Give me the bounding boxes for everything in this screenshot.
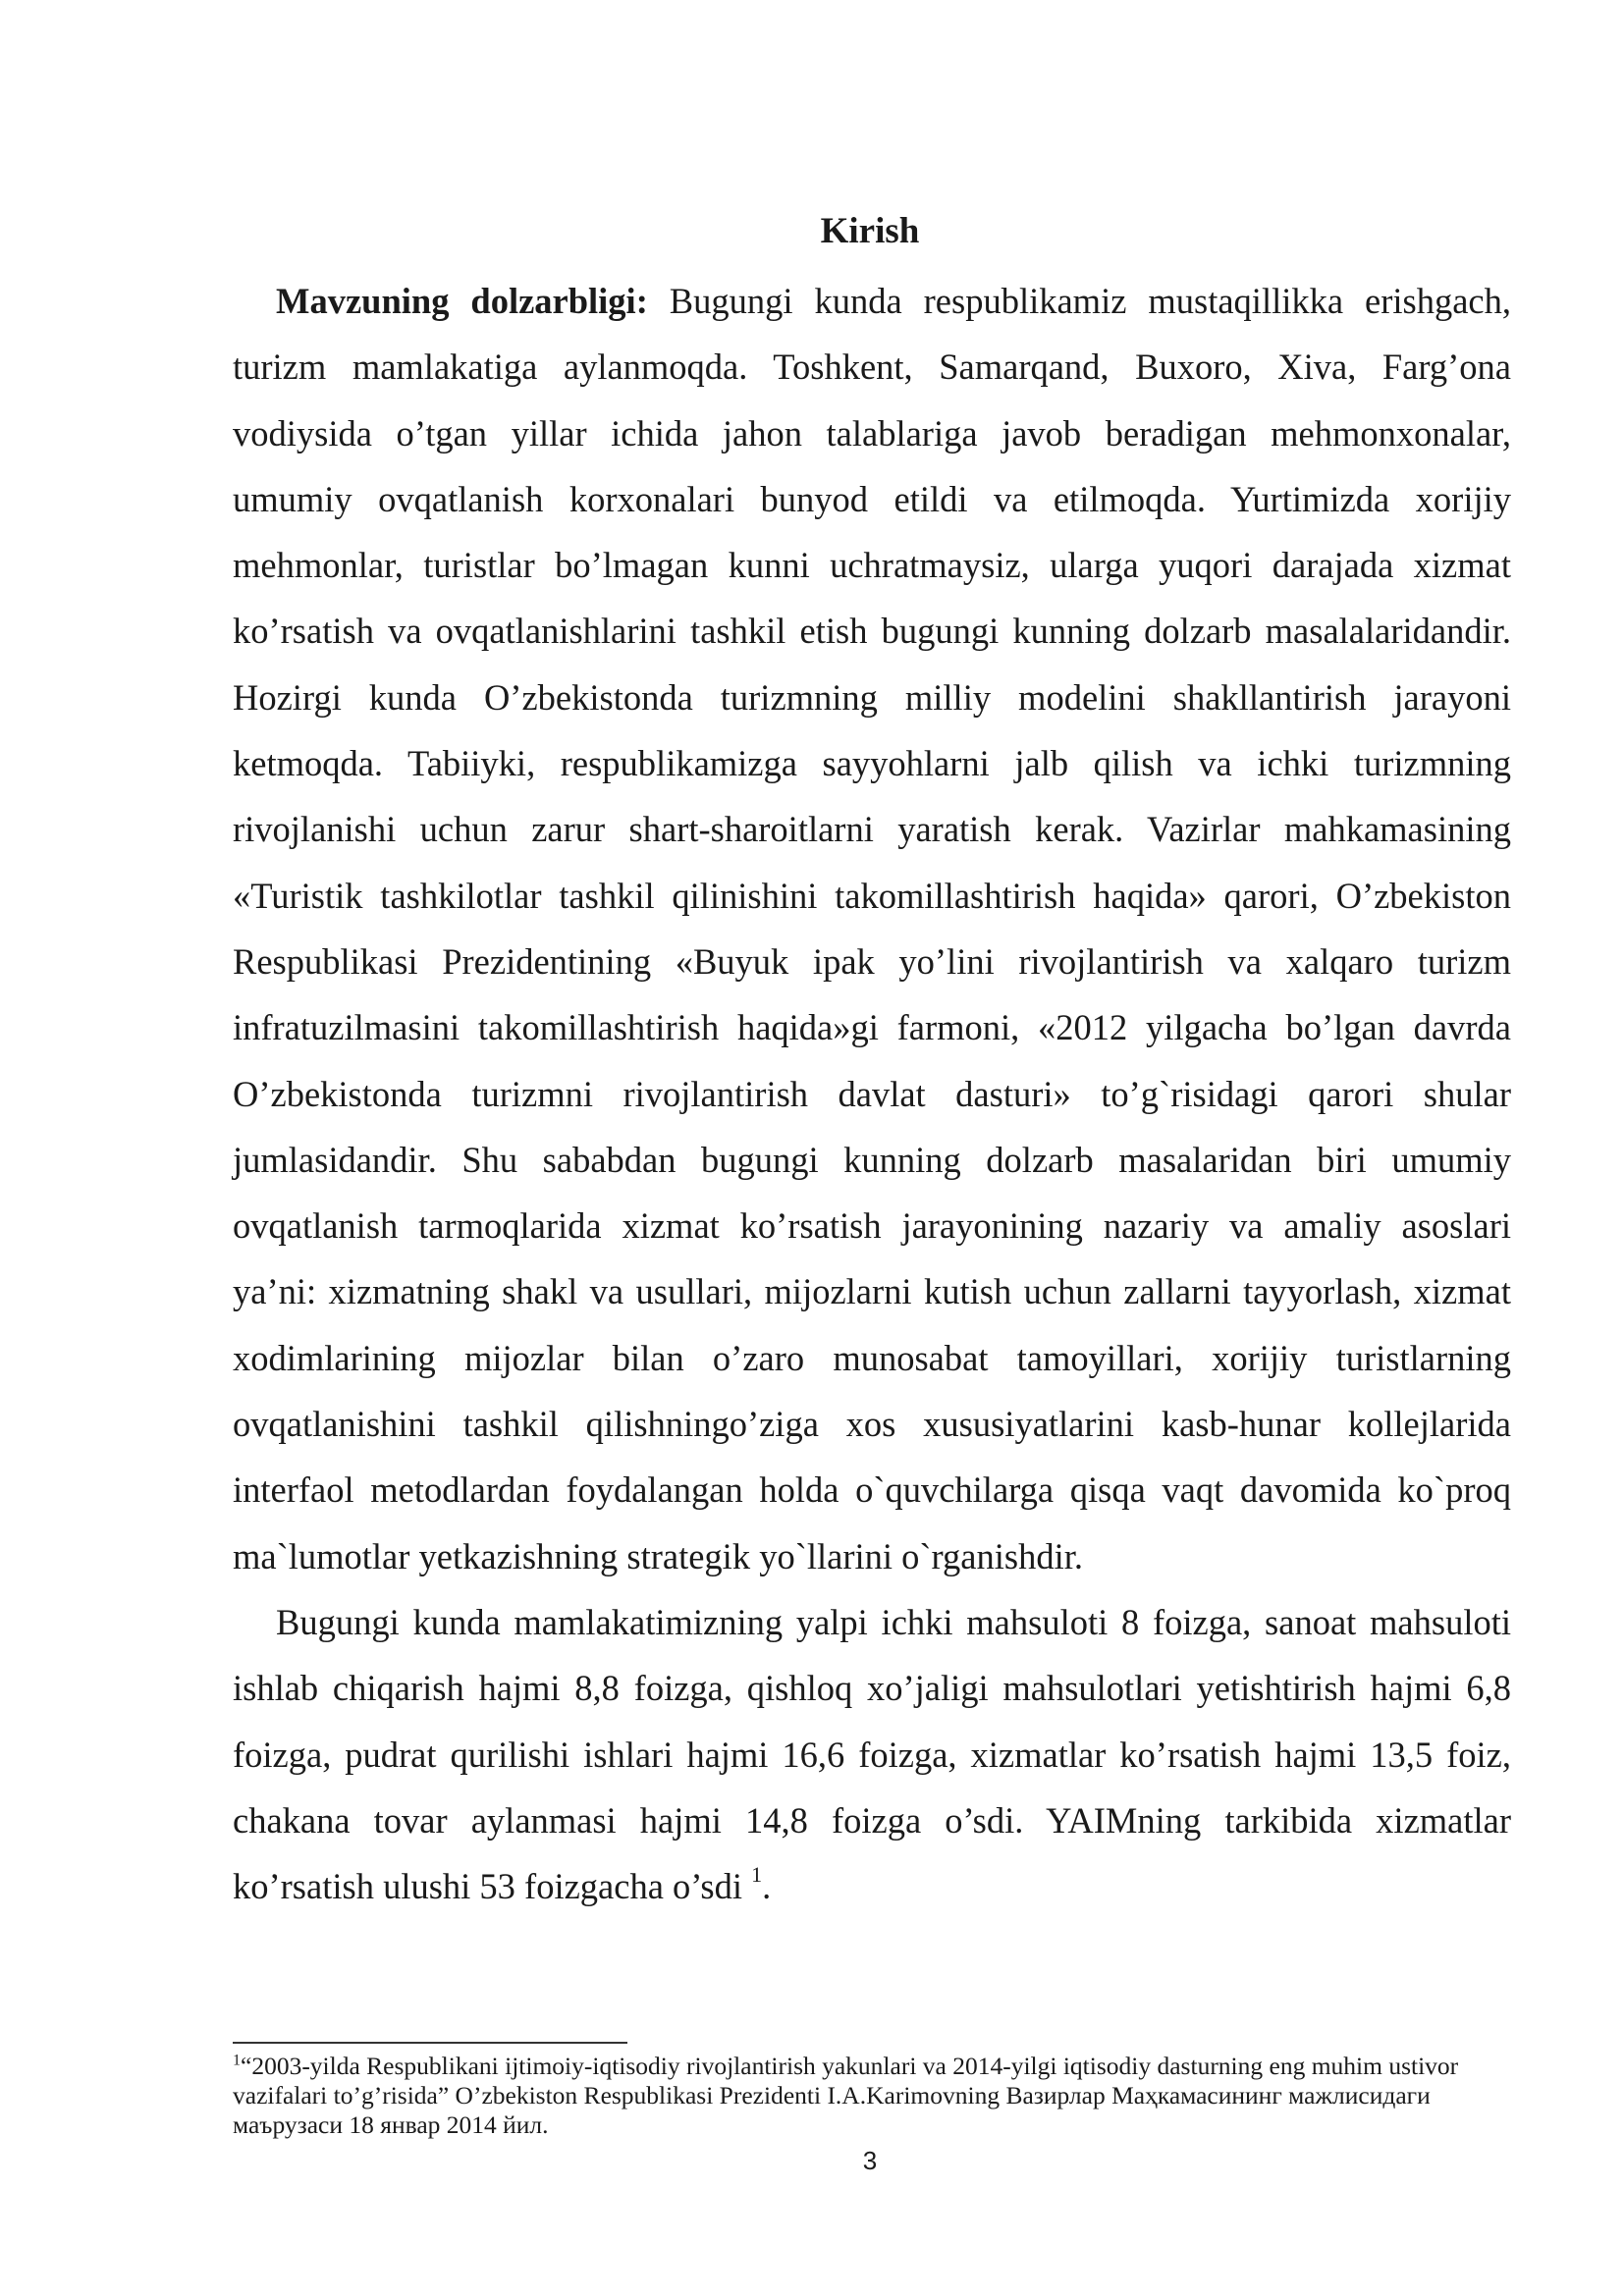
paragraph-end: . <box>762 1866 772 1907</box>
paragraph-text: Bugungi kunda mamlakatimizning yalpi ichki mahsuloti 8 foizga, sanoat mahsuloti ishlab chiqarish hajmi 8,8 foizga, qishloq xo’jaligi mahsulotlari yetishtirish hajmi 6,8 foizga, pudrat qurilishi ishlari hajmi 16,6 foizga, xizmatlar ko’rsatish hajmi 13,5 foiz, chakana tovar aylanmasi hajmi 14,8 foizga o’sdi. YAIMning tarkibida xizmatlar ko’rsatish ulushi 53 foizgacha o’sdi <box>233 1601 1511 1907</box>
footnote <box>233 2052 1511 2140</box>
footnote-text: “2003-yilda Respublikani ijtimoiy-iqtisodiy rivojlantirish yakunlari va 2014-yilgi iqtisodiy dasturning eng muhim ustivor vazifalari to’g’risida” O’zbekiston Respublikasi Prezidenti I.A.Karimovning Вазирлар Маҳкамасининг мажлисидаги маърузаси 18 январ 2014 йил. <box>233 2052 1459 2139</box>
paragraph-statistics <box>233 1589 1511 1919</box>
footnote-marker: 1 <box>233 2052 241 2069</box>
footnote-reference[interactable]: 1 <box>751 1861 763 1887</box>
paragraph-relevance <box>233 268 1511 1589</box>
paragraph-lead: Mavzuning dolzarbligi: <box>276 281 648 321</box>
paragraph-text: Bugungi kunda respublikamiz mustaqillikka erishgach, turizm mamlakatiga aylanmoqda. Toshkent, Samarqand, Buxoro, Xiva, Farg’ona vodiysida o’tgan yillar ichida jahon talablariga javob beradigan mehmonxonalar, umumiy ovqatlanish korxonalari bunyod etildi va etilmoqda. Yurtimizda xorijiy mehmonlar, turistlar bo’lmagan kunni uchratmaysiz, ularga yuqori darajada xizmat ko’rsatish va ovqatlanishlarini tashkil etish bugungi kunning dolzarb masalalaridandir. Hozirgi kunda O’zbekistonda turizmning milliy modelini shakllantirish jarayoni ketmoqda. Tabiiyki, respublikamizga sayyohlarni jalb qilish va ichki turizmning rivojlanishi uchun zarur shart-sharoitlarni yaratish kerak. Vazirlar mahkamasining «Turistik tashkilotlar tashkil qilinishini takomillashtirish haqida» qarori, O’zbekiston Respublikasi Prezidentining «Buyuk ipak yo’lini rivojlantirish va xalqaro turizm infratuzilmasini takomillashtirish haqida»gi farmoni, «2012 yilgacha bo’lgan davrda O’zbekistonda turizmni rivojlantirish davlat dasturi» to’g`risidagi qarori shular jumlasidandir. Shu sababdan bugungi kunning dolzarb masalaridan biri umumiy ovqatlanish tarmoqlarida xizmat ko’rsatish jarayonining nazariy va amaliy asoslari ya’ni: xizmatning shakl va usullari, mijozlarni kutish uchun zallarni tayyorlash, xizmat xodimlarining mijozlar bilan o’zaro munosabat tamoyillari, xorijiy turistlarning ovqatlanishini tashkil qilishningo’ziga xos xususiyatlarini kasb-hunar kollejlarida interfaol metodlardan foydalangan holda o`quvchilarga qisqa vaqt davomida ko`proq ma`lumotlar yetkazishning strategik yo`llarini o`rganishdir. <box>233 281 1511 1576</box>
page-number: 3 <box>862 2146 878 2175</box>
footnote-separator <box>233 2042 627 2044</box>
body-text <box>233 268 1511 1919</box>
section-title: Kirish <box>820 211 920 251</box>
